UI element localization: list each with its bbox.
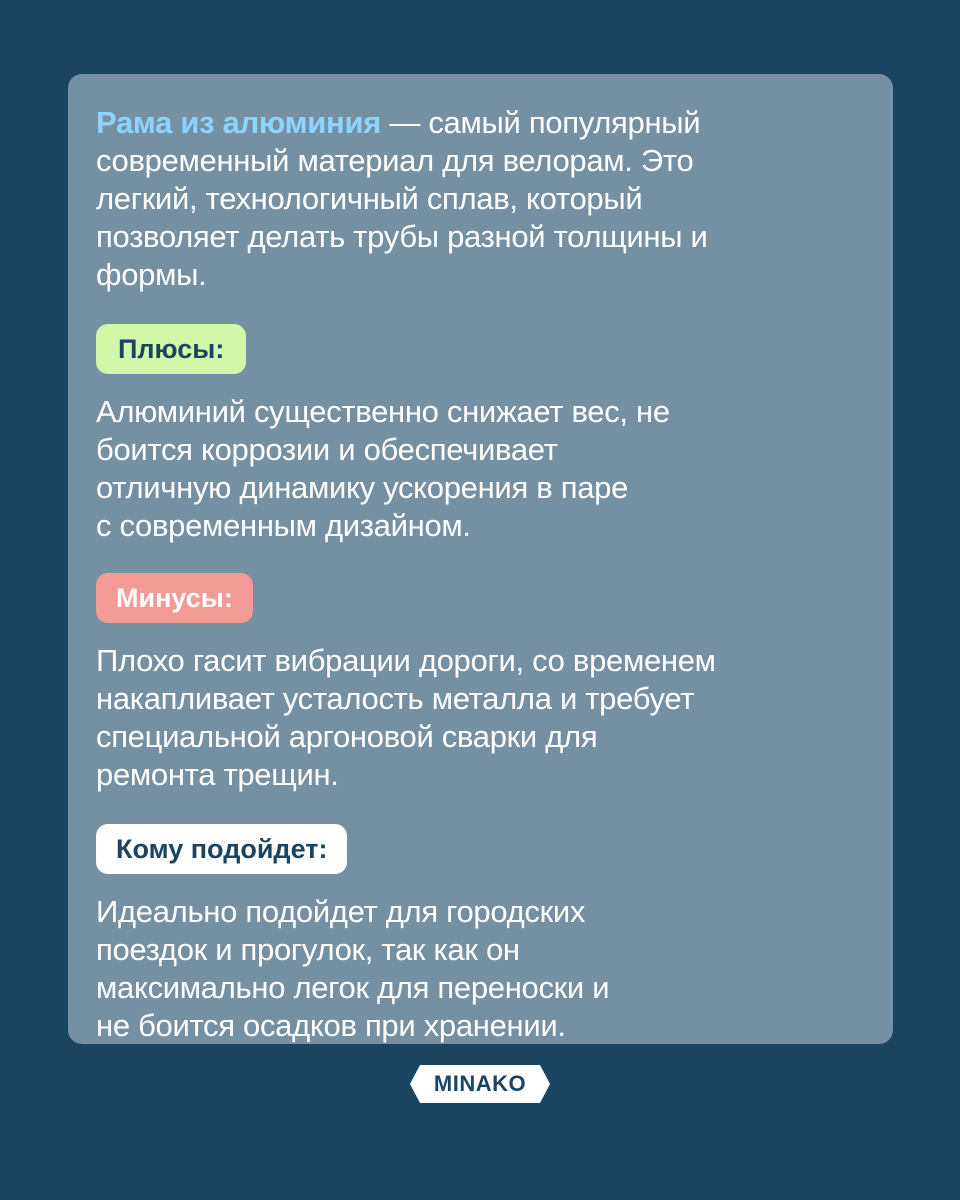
intro-paragraph: [96, 104, 865, 294]
cons-badge: Минусы:: [96, 573, 253, 623]
cons-line: ремонта трещин.: [96, 757, 339, 792]
who-line: максимально легок для переноски и: [96, 970, 610, 1005]
who-paragraph: [96, 893, 865, 1045]
cons-line: накапливает усталость металла и требует: [96, 681, 695, 716]
who-line: Идеально подойдет для городских: [96, 894, 586, 929]
pros-line: отличную динамику ускорения в паре: [96, 470, 629, 505]
info-card: [68, 74, 893, 1044]
pros-section: [96, 324, 865, 374]
intro-line-4: позволяет делать трубы разной толщины и: [96, 219, 708, 254]
logo-text: MINAKO: [433, 1071, 527, 1096]
pros-paragraph: [96, 393, 865, 545]
intro-line-1-rest: — самый популярный: [381, 105, 701, 140]
pros-line: Алюминий существенно снижает вес, не: [96, 394, 670, 429]
who-badge: Кому подойдет:: [96, 824, 347, 874]
who-section: [96, 824, 865, 874]
intro-line-2: современный материал для велорам. Это: [96, 143, 694, 178]
who-line: поездок и прогулок, так как он: [96, 932, 520, 967]
cons-paragraph: [96, 642, 865, 794]
intro-line-3: легкий, технологичный сплав, который: [96, 181, 643, 216]
cons-line: Плохо гасит вибрации дороги, со временем: [96, 643, 716, 678]
pros-line: с современным дизайном.: [96, 508, 471, 543]
minako-logo: [408, 1063, 552, 1105]
intro-line-5: формы.: [96, 257, 207, 292]
cons-section: [96, 573, 865, 623]
intro-highlight: Рама из алюминия: [96, 105, 382, 140]
who-line: не боится осадков при хранении.: [96, 1008, 566, 1043]
cons-line: специальной аргоновой сварки для: [96, 719, 598, 754]
intro-line-1: [96, 104, 865, 142]
pros-line: боится коррозии и обеспечивает: [96, 432, 558, 467]
pros-badge: Плюсы:: [96, 324, 246, 374]
